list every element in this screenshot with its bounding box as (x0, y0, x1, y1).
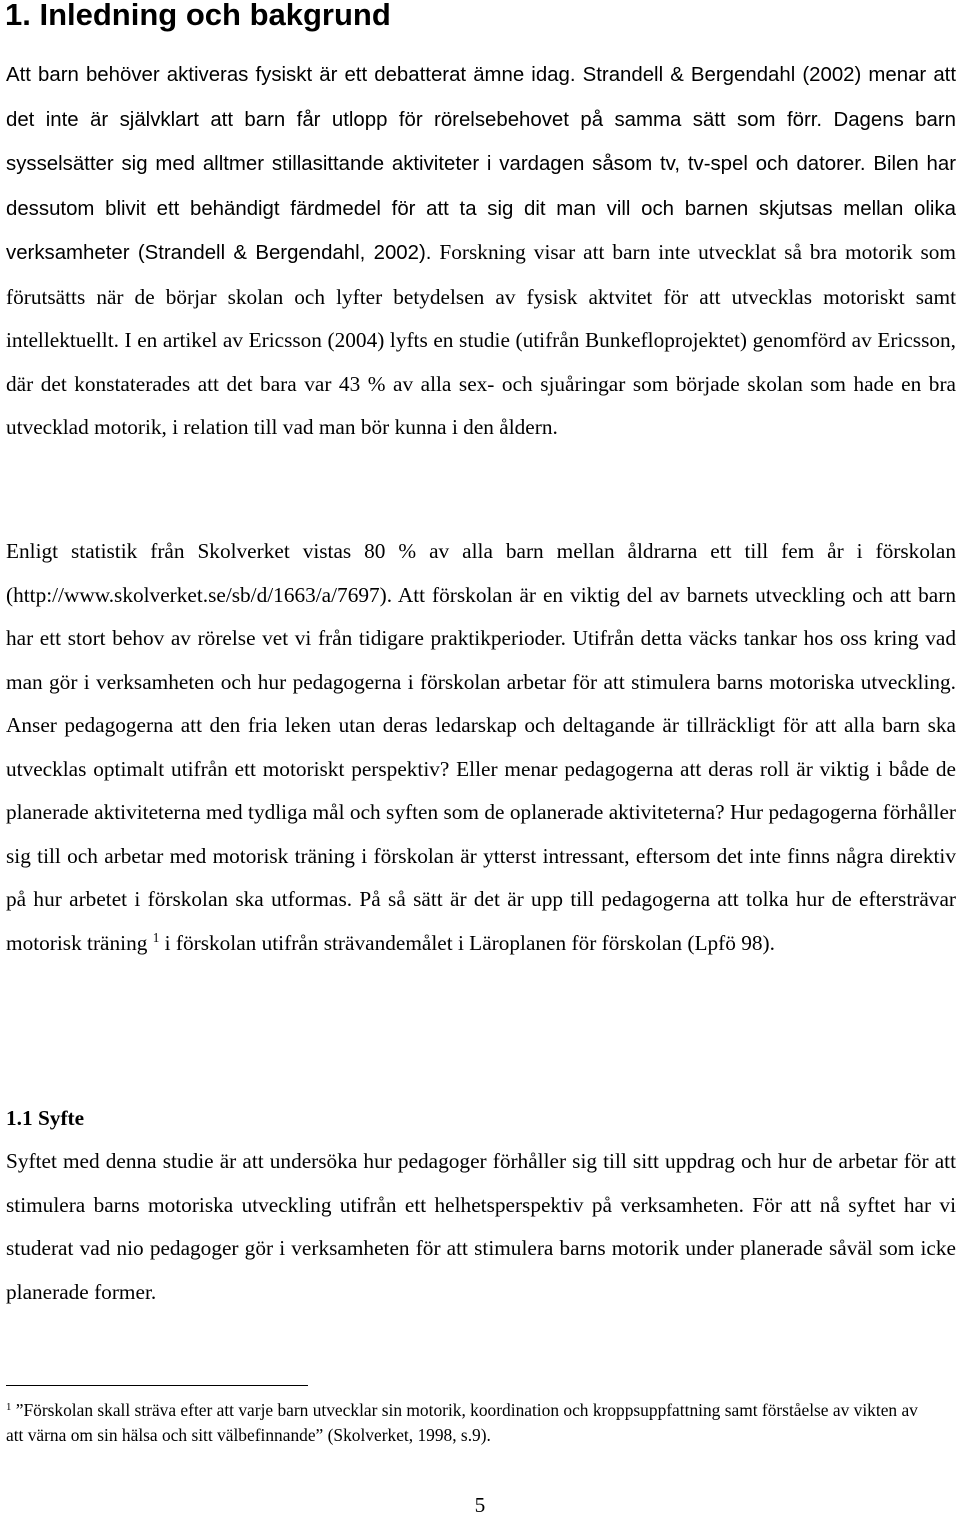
page-number: 5 (474, 1493, 486, 1517)
footnote-marker: 1 (6, 1400, 12, 1413)
syfte-paragraph: Syftet med denna studie är att undersöka hur pedagoger förhåller sig till sitt uppdrag och hur de arbetar för att stimulera barns motoriska utveckling utifrån ett helhetsperspektiv på verksamheten. För att nå syftet har vi studerat vad nio pedagoger gör i verksamheten för att stimulera barns motorik under planerade såväl som icke planerade former. (6, 1149, 956, 1304)
intro-paragraph (6, 53, 956, 450)
context-paragraph (6, 530, 956, 965)
intro-rest-text: Forskning visar att barn inte utvecklat så bra motorik som förutsätts när de börjar skolan och lyfter betydelsen av fysisk aktvitet för att utvecklas motoriskt samt intellektuellt. I en artikel av Ericsson (2004) lyfts en studie (utifrån Bunkefloprojektet) genomförd av Ericsson, där det konstaterades att det bara var 43 % av alla sex- och sjuåringar som började skolan som hade en bra utvecklad motorik, i relation till vad man bör kunna i den åldern. (6, 240, 956, 439)
footnote (6, 1398, 926, 1448)
footnote-divider (6, 1385, 308, 1386)
intro-lead-text: Att barn behöver aktiveras fysiskt är ett debatterat ämne idag. Strandell & Bergendahl (2002) menar att det inte är självklart att barn får utlopp för rörelsebehovet på samma sätt som förr. Dagens barn sysselsätter sig med alltmer stillasittande aktiviteter i vardagen såsom tv, tv-spel och datorer. Bilen har dessutom blivit ett behändigt färdmedel för att ta sig dit man vill och barnen skjutsas mellan olika verksamheter (Strandell & Bergendahl, 2002). (6, 64, 956, 264)
section-heading-syfte: 1.1 Syfte (6, 1106, 85, 1130)
chapter-heading: 1. Inledning och bakgrund (5, 0, 391, 32)
context-text: Enligt statistik från Skolverket vistas 80 % av alla barn mellan åldrarna ett till fem år i förskolan (http://www.skolverket.se/sb/d/1663/a/7697). Att förskolan är en viktig del av barnets utveckling och att barn har ett stort behov av rörelse vet vi från tidigare praktikperioder. Utifrån detta väcks tankar hos oss kring vad man gör i verksamheten och hur pedagogerna i förskolan arbetar för att stimulera barns motoriska utveckling. Anser pedagogerna att den fria leken utan deras ledarskap och deltagande är tillräckligt för att alla barn ska utvecklas optimalt utifrån ett motoriskt perspektiv? Eller menar pedagogerna att deras roll är viktig i både de planerade aktiviteterna med tydliga mål och syften som de oplanerade aktiviteterna? Hur pedagogerna förhåller sig till och arbetar med motorisk träning i förskolan är ytterst intressant, eftersom det inte finns några direktiv på hur arbetet i förskolan ska utformas. På så sätt är det är upp till pedagogerna att tolka hur de eftersträvar motorisk träning (6, 539, 956, 955)
context-text-continued: i förskolan utifrån strävandemålet i Läroplanen för förskolan (Lpfö 98). (159, 930, 775, 955)
footnote-text: ”Förskolan skall sträva efter att varje barn utvecklar sin motorik, koordination och kroppsuppfattning samt förståelse av vikten av att värna om sin hälsa och sitt välbefinnande” (Skolverket, 1998, s.9). (6, 1400, 918, 1445)
footnote-reference: 1 (152, 929, 160, 945)
